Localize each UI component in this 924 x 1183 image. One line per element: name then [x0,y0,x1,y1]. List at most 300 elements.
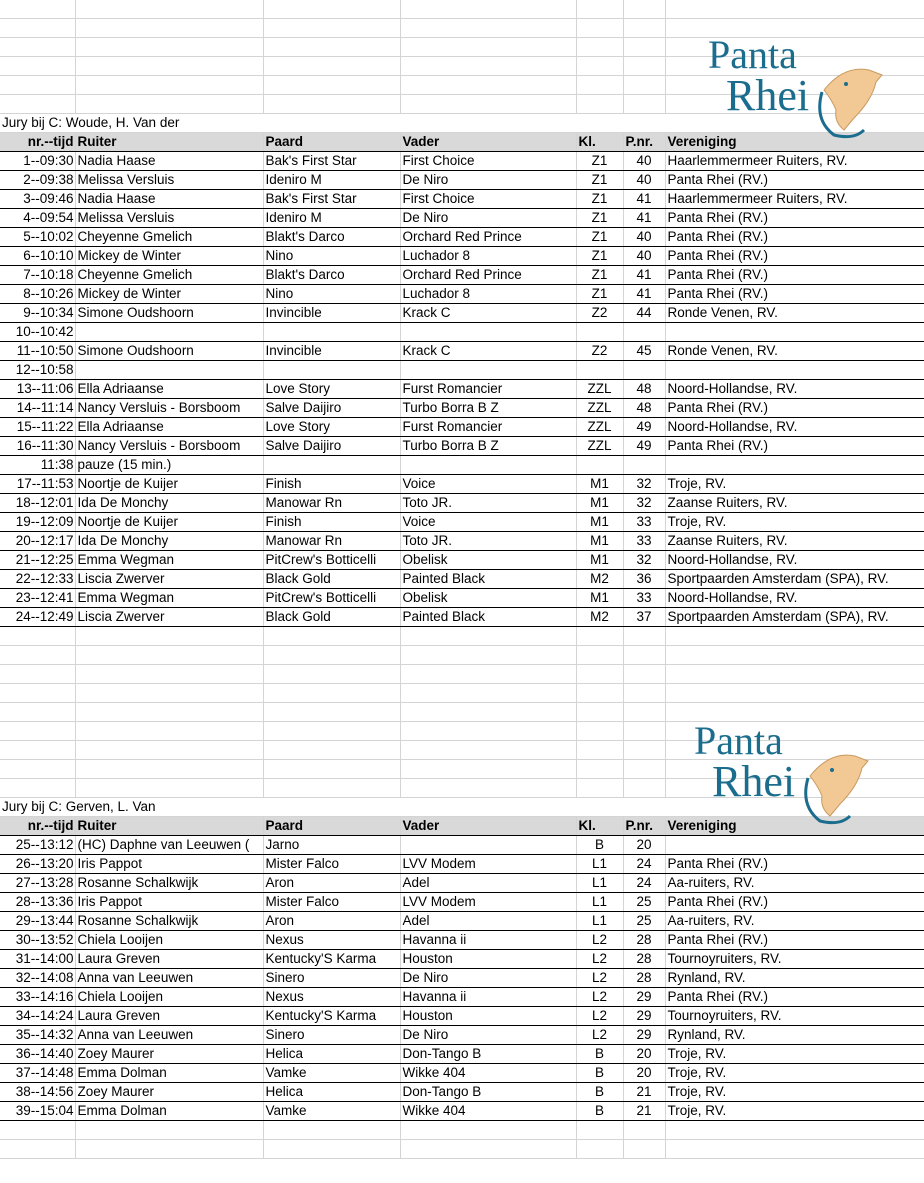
cell[interactable] [0,779,75,798]
cell[interactable] [263,57,400,76]
cell[interactable] [400,760,576,779]
cell[interactable] [75,627,263,646]
cell[interactable] [623,703,665,722]
cell-vereniging[interactable]: Panta Rhei (RV.) [665,437,924,456]
cell-vader[interactable]: Havanna ii [400,988,576,1007]
cell[interactable] [75,646,263,665]
cell-pnr[interactable]: 21 [623,1102,665,1121]
cell[interactable] [623,1140,665,1159]
table-row[interactable] [0,380,924,399]
cell[interactable] [576,95,623,114]
cell-nr[interactable]: 22--12:33 [0,570,75,589]
cell-kl[interactable]: M2 [576,570,623,589]
cell-paard[interactable]: Nexus [263,988,400,1007]
cell[interactable] [400,38,576,57]
cell[interactable] [400,57,576,76]
cell-pnr[interactable]: 40 [623,247,665,266]
cell-vereniging[interactable]: Rynland, RV. [665,1026,924,1045]
cell-nr[interactable]: 27--13:28 [0,874,75,893]
column-header-paard[interactable]: Paard [263,817,400,836]
cell[interactable] [576,0,623,19]
cell-nr[interactable]: 3--09:46 [0,190,75,209]
table-row[interactable] [0,209,924,228]
cell-pnr[interactable]: 28 [623,950,665,969]
cell-kl[interactable]: M2 [576,608,623,627]
cell-kl[interactable]: L1 [576,912,623,931]
cell-vader[interactable]: Voice [400,475,576,494]
cell[interactable] [576,722,623,741]
cell-vereniging[interactable]: Panta Rhei (RV.) [665,855,924,874]
cell[interactable] [623,646,665,665]
cell[interactable] [0,741,75,760]
cell-kl[interactable]: ZZL [576,380,623,399]
table-row[interactable] [0,1064,924,1083]
cell-paard[interactable]: Bak's First Star [263,190,400,209]
cell-nr[interactable]: 30--13:52 [0,931,75,950]
cell-pnr[interactable]: 29 [623,1026,665,1045]
cell-vereniging[interactable]: Panta Rhei (RV.) [665,247,924,266]
cell-pnr[interactable]: 32 [623,475,665,494]
cell-vader[interactable]: De Niro [400,209,576,228]
cell-paard[interactable]: Manowar Rn [263,532,400,551]
cell-nr[interactable]: 28--13:36 [0,893,75,912]
cell[interactable] [263,684,400,703]
cell-vereniging[interactable] [665,361,924,380]
table-row[interactable] [0,494,924,513]
table-row[interactable] [0,1083,924,1102]
table-row[interactable] [0,1102,924,1121]
cell-pnr[interactable]: 49 [623,437,665,456]
cell-paard[interactable]: Nexus [263,931,400,950]
cell-kl[interactable]: B [576,1083,623,1102]
cell-paard[interactable] [263,361,400,380]
table-row[interactable] [0,532,924,551]
cell[interactable] [623,741,665,760]
cell-paard[interactable]: Black Gold [263,570,400,589]
table-row[interactable] [0,912,924,931]
cell-ruiter[interactable]: Anna van Leeuwen [75,969,263,988]
cell-pnr[interactable]: 25 [623,912,665,931]
cell[interactable] [263,627,400,646]
cell-paard[interactable] [263,323,400,342]
cell-kl[interactable]: M1 [576,589,623,608]
cell-vader[interactable] [400,456,576,475]
cell[interactable] [665,0,924,19]
cell-pnr[interactable]: 36 [623,570,665,589]
table-row[interactable] [0,855,924,874]
cell-nr[interactable]: 17--11:53 [0,475,75,494]
table-row[interactable] [0,1045,924,1064]
cell-vader[interactable]: LVV Modem [400,855,576,874]
cell-ruiter[interactable]: Ida De Monchy [75,532,263,551]
cell[interactable] [263,722,400,741]
cell-vader[interactable]: De Niro [400,171,576,190]
cell-pnr[interactable]: 44 [623,304,665,323]
cell-vader[interactable]: LVV Modem [400,893,576,912]
cell-paard[interactable]: Blakt's Darco [263,266,400,285]
cell-paard[interactable]: Nino [263,247,400,266]
table-row[interactable] [0,1007,924,1026]
cell-paard[interactable]: Vamke [263,1064,400,1083]
cell-ruiter[interactable]: Nancy Versluis - Borsboom [75,399,263,418]
cell-pnr[interactable]: 29 [623,988,665,1007]
table-row[interactable] [0,570,924,589]
cell-vereniging[interactable]: Tournoyruiters, RV. [665,950,924,969]
cell-kl[interactable]: L2 [576,1026,623,1045]
cell-vader[interactable]: Painted Black [400,570,576,589]
cell-nr[interactable]: 11:38 [0,456,75,475]
cell[interactable] [75,779,263,798]
table-row[interactable] [0,266,924,285]
cell-nr[interactable]: 18--12:01 [0,494,75,513]
cell-ruiter[interactable] [75,323,263,342]
cell[interactable] [623,76,665,95]
cell[interactable] [400,76,576,95]
cell-vader[interactable]: Luchador 8 [400,247,576,266]
cell-vader[interactable]: Don-Tango B [400,1045,576,1064]
cell-vereniging[interactable]: Haarlemmermeer Ruiters, RV. [665,152,924,171]
cell[interactable] [576,76,623,95]
cell-vereniging[interactable] [665,836,924,855]
cell-kl[interactable]: B [576,1102,623,1121]
cell-pnr[interactable]: 20 [623,1045,665,1064]
column-header-kl[interactable]: Kl. [576,133,623,152]
table-row[interactable] [0,893,924,912]
cell-nr[interactable]: 15--11:22 [0,418,75,437]
cell-pnr[interactable]: 48 [623,380,665,399]
cell-paard[interactable]: Salve Daijiro [263,399,400,418]
cell-ruiter[interactable]: Ella Adriaanse [75,418,263,437]
table-row[interactable] [0,950,924,969]
cell[interactable] [623,684,665,703]
cell-nr[interactable]: 6--10:10 [0,247,75,266]
cell[interactable] [75,684,263,703]
cell-vader[interactable] [400,361,576,380]
cell-nr[interactable]: 36--14:40 [0,1045,75,1064]
cell[interactable] [400,95,576,114]
table-row[interactable] [0,608,924,627]
cell-nr[interactable]: 11--10:50 [0,342,75,361]
cell[interactable] [576,760,623,779]
cell-kl[interactable]: B [576,1045,623,1064]
cell-vereniging[interactable]: Ronde Venen, RV. [665,304,924,323]
cell-ruiter[interactable]: Zoey Maurer [75,1045,263,1064]
cell-kl[interactable] [576,323,623,342]
table-row[interactable] [0,969,924,988]
cell-nr[interactable]: 39--15:04 [0,1102,75,1121]
cell[interactable] [400,665,576,684]
table-row[interactable] [0,988,924,1007]
cell-nr[interactable]: 16--11:30 [0,437,75,456]
cell-pnr[interactable]: 21 [623,1083,665,1102]
cell-vader[interactable]: Adel [400,912,576,931]
cell[interactable] [576,646,623,665]
cell-vereniging[interactable]: Troje, RV. [665,1083,924,1102]
cell[interactable] [400,646,576,665]
table-row[interactable] [0,342,924,361]
cell[interactable] [263,741,400,760]
cell-paard[interactable]: Finish [263,475,400,494]
cell[interactable] [0,760,75,779]
cell-nr[interactable]: 2--09:38 [0,171,75,190]
cell-ruiter[interactable]: Emma Dolman [75,1102,263,1121]
cell-vereniging[interactable]: Panta Rhei (RV.) [665,988,924,1007]
cell-ruiter[interactable]: pauze (15 min.) [75,456,263,475]
cell-ruiter[interactable]: Chiela Looijen [75,931,263,950]
cell-kl[interactable]: Z1 [576,285,623,304]
cell[interactable] [623,779,665,798]
cell-paard[interactable]: Mister Falco [263,855,400,874]
column-header-kl[interactable]: Kl. [576,817,623,836]
table-row[interactable] [0,285,924,304]
cell-pnr[interactable]: 25 [623,893,665,912]
cell-pnr[interactable]: 40 [623,152,665,171]
cell-paard[interactable]: Salve Daijiro [263,437,400,456]
cell-pnr[interactable] [623,323,665,342]
cell-vereniging[interactable]: Noord-Hollandse, RV. [665,418,924,437]
cell-vereniging[interactable]: Troje, RV. [665,1102,924,1121]
cell-paard[interactable]: Kentucky'S Karma [263,950,400,969]
cell-nr[interactable]: 29--13:44 [0,912,75,931]
cell[interactable] [623,760,665,779]
cell-nr[interactable]: 33--14:16 [0,988,75,1007]
cell-vereniging[interactable]: Panta Rhei (RV.) [665,399,924,418]
cell-ruiter[interactable] [75,361,263,380]
cell-vereniging[interactable]: Troje, RV. [665,1064,924,1083]
cell-nr[interactable]: 10--10:42 [0,323,75,342]
cell-pnr[interactable]: 28 [623,931,665,950]
cell-paard[interactable]: PitCrew's Botticelli [263,589,400,608]
cell-nr[interactable]: 35--14:32 [0,1026,75,1045]
cell[interactable] [263,703,400,722]
cell-paard[interactable]: Ideniro M [263,171,400,190]
cell-nr[interactable]: 24--12:49 [0,608,75,627]
cell[interactable] [263,38,400,57]
cell-paard[interactable]: Vamke [263,1102,400,1121]
table-row[interactable] [0,437,924,456]
table-row[interactable] [0,247,924,266]
cell-nr[interactable]: 19--12:09 [0,513,75,532]
cell-vereniging[interactable]: Ronde Venen, RV. [665,342,924,361]
cell[interactable] [263,646,400,665]
cell-paard[interactable]: Helica [263,1083,400,1102]
cell-paard[interactable] [263,456,400,475]
cell[interactable] [75,95,263,114]
cell-vader[interactable]: Orchard Red Prince [400,266,576,285]
cell-vader[interactable]: Houston [400,950,576,969]
cell-pnr[interactable]: 40 [623,171,665,190]
cell-vader[interactable]: Furst Romancier [400,418,576,437]
cell[interactable] [400,722,576,741]
empty-row[interactable] [0,1121,924,1140]
cell-pnr[interactable]: 41 [623,190,665,209]
cell[interactable] [576,19,623,38]
empty-row[interactable] [0,0,924,19]
cell-ruiter[interactable]: Emma Dolman [75,1064,263,1083]
cell-pnr[interactable]: 45 [623,342,665,361]
cell-ruiter[interactable]: Iris Pappot [75,855,263,874]
cell-kl[interactable]: Z1 [576,171,623,190]
table-row[interactable] [0,874,924,893]
table-row[interactable] [0,456,924,475]
column-header-vader[interactable]: Vader [400,133,576,152]
cell[interactable] [0,684,75,703]
cell-nr[interactable]: 14--11:14 [0,399,75,418]
cell-vader[interactable]: De Niro [400,1026,576,1045]
cell-paard[interactable]: Ideniro M [263,209,400,228]
cell[interactable] [75,722,263,741]
table-row[interactable] [0,228,924,247]
cell-pnr[interactable]: 33 [623,532,665,551]
cell-nr[interactable]: 23--12:41 [0,589,75,608]
cell-vereniging[interactable]: Rynland, RV. [665,969,924,988]
cell[interactable] [263,1121,400,1140]
cell[interactable] [665,627,924,646]
cell[interactable] [75,76,263,95]
cell-vereniging[interactable]: Sportpaarden Amsterdam (SPA), RV. [665,570,924,589]
cell-vereniging[interactable]: Zaanse Ruiters, RV. [665,494,924,513]
cell[interactable] [576,703,623,722]
cell-ruiter[interactable]: (HC) Daphne van Leeuwen ( [75,836,263,855]
cell-vader[interactable]: De Niro [400,969,576,988]
cell[interactable] [0,722,75,741]
cell[interactable] [263,0,400,19]
empty-row[interactable] [0,665,924,684]
cell-ruiter[interactable]: Cheyenne Gmelich [75,266,263,285]
cell-kl[interactable]: B [576,836,623,855]
column-header-nr[interactable]: nr.--tijd [0,133,75,152]
cell-paard[interactable]: Sinero [263,1026,400,1045]
cell[interactable] [400,627,576,646]
cell[interactable] [263,19,400,38]
cell-vader[interactable]: Houston [400,1007,576,1026]
table-row[interactable] [0,361,924,380]
cell-pnr[interactable]: 41 [623,266,665,285]
cell[interactable] [665,1121,924,1140]
cell-vereniging[interactable]: Noord-Hollandse, RV. [665,589,924,608]
cell-vereniging[interactable]: Panta Rhei (RV.) [665,228,924,247]
cell-nr[interactable]: 32--14:08 [0,969,75,988]
cell-paard[interactable]: Invincible [263,342,400,361]
cell-nr[interactable]: 26--13:20 [0,855,75,874]
table-row[interactable] [0,152,924,171]
cell[interactable] [576,741,623,760]
cell[interactable] [623,19,665,38]
cell-kl[interactable]: L2 [576,988,623,1007]
cell-pnr[interactable]: 20 [623,1064,665,1083]
cell-paard[interactable]: Blakt's Darco [263,228,400,247]
table-row[interactable] [0,475,924,494]
cell-vereniging[interactable]: Panta Rhei (RV.) [665,285,924,304]
table-row[interactable] [0,190,924,209]
table-row[interactable] [0,323,924,342]
table-row[interactable] [0,418,924,437]
cell-vereniging[interactable] [665,323,924,342]
cell[interactable] [576,57,623,76]
cell-paard[interactable]: PitCrew's Botticelli [263,551,400,570]
cell-kl[interactable]: Z2 [576,304,623,323]
jury-label[interactable]: Jury bij C: Woude, H. Van der [0,114,924,133]
cell-paard[interactable]: Love Story [263,380,400,399]
cell[interactable] [576,684,623,703]
cell[interactable] [623,665,665,684]
cell-vader[interactable]: Don-Tango B [400,1083,576,1102]
cell-pnr[interactable]: 28 [623,969,665,988]
cell-paard[interactable]: Aron [263,912,400,931]
cell[interactable] [623,722,665,741]
cell-vereniging[interactable]: Tournoyruiters, RV. [665,1007,924,1026]
cell-kl[interactable]: M1 [576,551,623,570]
cell[interactable] [576,1121,623,1140]
cell[interactable] [75,0,263,19]
cell-pnr[interactable]: 24 [623,874,665,893]
cell-kl[interactable]: Z1 [576,190,623,209]
cell-paard[interactable]: Love Story [263,418,400,437]
cell-ruiter[interactable]: Simone Oudshoorn [75,342,263,361]
cell[interactable] [0,646,75,665]
cell[interactable] [263,1140,400,1159]
cell-paard[interactable]: Helica [263,1045,400,1064]
cell-kl[interactable]: L1 [576,874,623,893]
cell[interactable] [75,741,263,760]
cell-paard[interactable]: Bak's First Star [263,152,400,171]
cell-nr[interactable]: 34--14:24 [0,1007,75,1026]
cell[interactable] [576,665,623,684]
cell-paard[interactable]: Mister Falco [263,893,400,912]
cell-kl[interactable]: Z1 [576,247,623,266]
cell-nr[interactable]: 8--10:26 [0,285,75,304]
cell[interactable] [623,38,665,57]
cell-vader[interactable]: First Choice [400,190,576,209]
cell[interactable] [400,703,576,722]
cell-vereniging[interactable]: Aa-ruiters, RV. [665,874,924,893]
table-row[interactable] [0,171,924,190]
cell-kl[interactable]: L2 [576,950,623,969]
cell-ruiter[interactable]: Mickey de Winter [75,247,263,266]
cell-pnr[interactable]: 29 [623,1007,665,1026]
cell-vader[interactable]: Toto JR. [400,494,576,513]
cell-kl[interactable]: ZZL [576,418,623,437]
cell-pnr[interactable]: 40 [623,228,665,247]
table-row[interactable] [0,304,924,323]
cell[interactable] [576,38,623,57]
cell-kl[interactable]: M1 [576,475,623,494]
cell-vader[interactable]: Adel [400,874,576,893]
cell-vereniging[interactable]: Troje, RV. [665,513,924,532]
cell-nr[interactable]: 20--12:17 [0,532,75,551]
column-header-vader[interactable]: Vader [400,817,576,836]
cell[interactable] [623,95,665,114]
cell-pnr[interactable]: 41 [623,209,665,228]
cell-pnr[interactable]: 49 [623,418,665,437]
cell[interactable] [75,760,263,779]
cell[interactable] [0,0,75,19]
table-row[interactable] [0,551,924,570]
cell-vader[interactable]: Obelisk [400,589,576,608]
cell-kl[interactable]: L2 [576,931,623,950]
cell-vereniging[interactable]: Troje, RV. [665,1045,924,1064]
cell[interactable] [576,627,623,646]
cell-kl[interactable]: Z1 [576,266,623,285]
cell[interactable] [623,57,665,76]
column-header-pnr[interactable]: P.nr. [623,133,665,152]
cell[interactable] [0,703,75,722]
cell-vader[interactable]: Toto JR. [400,532,576,551]
cell-ruiter[interactable]: Chiela Looijen [75,988,263,1007]
cell[interactable] [400,741,576,760]
cell-vereniging[interactable]: Sportpaarden Amsterdam (SPA), RV. [665,608,924,627]
cell-ruiter[interactable]: Laura Greven [75,950,263,969]
